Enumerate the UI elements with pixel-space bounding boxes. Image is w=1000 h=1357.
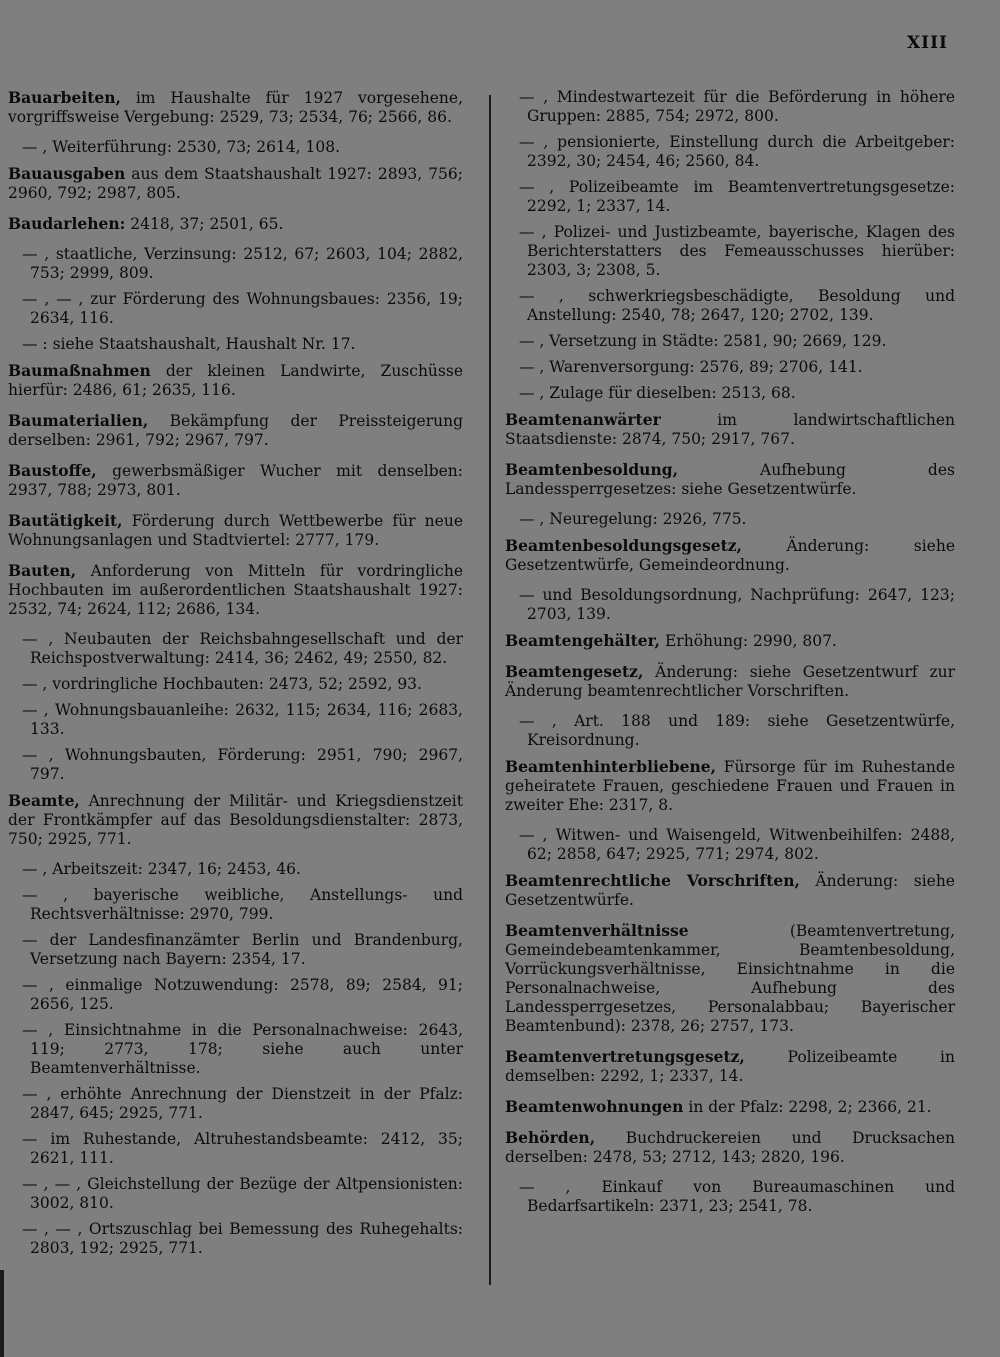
entry-text: im landwirtschaftlichen Staatsdienste: 2874, 750; 2917, 767. xyxy=(505,411,955,448)
index-entry xyxy=(8,461,463,500)
entry-heading: Baumaßnahmen xyxy=(8,361,151,380)
entry-text: Änderung: siehe Gesetzentwurf zur Änderung beamtenrechtlicher Vorschriften. xyxy=(505,663,955,700)
right-column xyxy=(505,88,955,1223)
entry-text: der kleinen Landwirte, Zuschüsse hierfür: 2486, 61; 2635, 116. xyxy=(8,362,463,399)
index-subentry: — , Einsichtnahme in die Personalnachweise: 2643, 119; 2773, 178; siehe auch unter Beamtenverhältnisse. xyxy=(22,1021,463,1077)
index-subentry: — , vordringliche Hochbauten: 2473, 52; 2592, 93. xyxy=(22,675,422,693)
entry-heading: Beamtenvertretungsgesetz, xyxy=(505,1047,745,1066)
entry-text: in der Pfalz: 2298, 2; 2366, 21. xyxy=(683,1098,932,1116)
index-subentry: — im Ruhestande, Altruhestandsbeamte: 2412, 35; 2621, 111. xyxy=(22,1130,463,1167)
index-entry xyxy=(505,662,955,701)
index-entry xyxy=(8,511,463,550)
index-entry xyxy=(505,921,955,1036)
index-entry xyxy=(505,631,955,651)
entry-heading: Beamtenbesoldungsgesetz, xyxy=(505,536,742,555)
entry-text: Buchdruckereien und Drucksachen derselben: 2478, 53; 2712, 143; 2820, 196. xyxy=(505,1129,955,1166)
index-entry xyxy=(505,1047,955,1086)
index-entry xyxy=(505,1097,955,1117)
entry-heading: Baustoffe, xyxy=(8,461,97,480)
entry-text: Anrechnung der Militär- und Kriegsdienstzeit der Frontkämpfer auf das Besoldungsdienstalter: 2873, 750; 2925, 771. xyxy=(8,792,463,848)
entry-heading: Beamte, xyxy=(8,791,80,810)
index-entry xyxy=(505,410,955,449)
entry-text: Aufhebung des Landessperrgesetzes: siehe Gesetzentwürfe. xyxy=(505,461,955,498)
index-subentry: — , einmalige Notzuwendung: 2578, 89; 2584, 91; 2656, 125. xyxy=(22,976,463,1013)
entry-text: Bekämpfung der Preissteigerung derselben: 2961, 792; 2967, 797. xyxy=(8,412,463,449)
index-subentry: — und Besoldungsordnung, Nachprüfung: 2647, 123; 2703, 139. xyxy=(519,586,955,623)
index-subentry: — , Versetzung in Städte: 2581, 90; 2669, 129. xyxy=(519,332,887,350)
entry-heading: Beamtengehälter, xyxy=(505,631,661,650)
index-entry xyxy=(505,536,955,575)
entry-heading: Bautätigkeit, xyxy=(8,511,123,530)
entry-text: Fürsorge für im Ruhestande geheiratete Frauen, geschiedene Frauen und Frauen in zweiter Ehe: 2317, 8. xyxy=(505,758,955,814)
index-entry xyxy=(8,361,463,400)
entry-text: gewerbsmäßiger Wucher mit denselben: 2937, 788; 2973, 801. xyxy=(8,462,463,499)
entry-text: im Haushalte für 1927 vorgesehene, vorgriffsweise Vergebung: 2529, 73; 2534, 76; 2566, 86. xyxy=(8,89,463,126)
entry-heading: Baudarlehen: xyxy=(8,214,126,233)
column-divider xyxy=(489,95,491,1285)
index-subentry: — , staatliche, Verzinsung: 2512, 67; 2603, 104; 2882, 753; 2999, 809. xyxy=(22,245,463,282)
index-entry xyxy=(8,561,463,619)
index-subentry: — , erhöhte Anrechnung der Dienstzeit in der Pfalz: 2847, 645; 2925, 771. xyxy=(22,1085,463,1122)
index-entry xyxy=(8,214,463,234)
index-entry xyxy=(8,88,463,127)
entry-text: (Beamtenvertretung, Gemeindebeamtenkammer, Beamtenbesoldung, Vorrückungsverhältnisse, Einsichtnahme in die Personalnachweise, Aufhebung des Landessperrgesetzes, Personalabbau; Bayerischer Beamtenbund): 2378, 26; 2757, 173. xyxy=(505,922,955,1035)
index-entry xyxy=(505,460,955,499)
index-subentry: — , Witwen- und Waisengeld, Witwenbeihilfen: 2488, 62; 2858, 647; 2925, 771; 2974, 802. xyxy=(519,826,955,863)
index-subentry: — , Neubauten der Reichsbahngesellschaft und der Reichspostverwaltung: 2414, 36; 2462, 49; 2550, 82. xyxy=(22,630,463,667)
page-number: XIII xyxy=(906,33,948,53)
index-subentry: — , schwerkriegsbeschädigte, Besoldung und Anstellung: 2540, 78; 2647, 120; 2702, 139. xyxy=(519,287,955,324)
entry-text: Anforderung von Mitteln für vordringliche Hochbauten im außerordentlichen Staatshaushalt 1927: 2532, 74; 2624, 112; 2686, 134. xyxy=(8,562,463,618)
index-entry xyxy=(8,791,463,849)
index-subentry: — , Art. 188 und 189: siehe Gesetzentwürfe, Kreisordnung. xyxy=(519,712,955,749)
entry-heading: Beamtenrechtliche Vorschriften, xyxy=(505,871,800,890)
entry-heading: Bauten, xyxy=(8,561,77,580)
index-subentry: — : siehe Staatshaushalt, Haushalt Nr. 17. xyxy=(22,335,356,353)
index-subentry: — , — , zur Förderung des Wohnungsbaues: 2356, 19; 2634, 116. xyxy=(22,290,463,327)
entry-heading: Beamtengesetz, xyxy=(505,662,644,681)
entry-text: Erhöhung: 2990, 807. xyxy=(660,632,837,650)
entry-text: Änderung: siehe Gesetzentwürfe, Gemeindeordnung. xyxy=(505,537,955,574)
left-column xyxy=(8,88,463,1265)
entry-text: aus dem Staatshaushalt 1927: 2893, 756; 2960, 792; 2987, 805. xyxy=(8,165,463,202)
index-subentry: — , Wohnungsbauten, Förderung: 2951, 790; 2967, 797. xyxy=(22,746,463,783)
index-subentry: — , Polizeibeamte im Beamtenvertretungsgesetze: 2292, 1; 2337, 14. xyxy=(519,178,955,215)
entry-heading: Beamtenbesoldung, xyxy=(505,460,678,479)
index-entry xyxy=(8,164,463,203)
entry-heading: Beamtenverhältnisse xyxy=(505,921,689,940)
entry-heading: Beamtenanwärter xyxy=(505,410,661,429)
entry-text: Förderung durch Wettbewerbe für neue Wohnungsanlagen und Stadtviertel: 2777, 179. xyxy=(8,512,463,549)
entry-text: Änderung: siehe Gesetzentwürfe. xyxy=(505,872,955,909)
index-subentry: — , Zulage für dieselben: 2513, 68. xyxy=(519,384,796,402)
index-entry xyxy=(8,411,463,450)
index-subentry: — , bayerische weibliche, Anstellungs- und Rechtsverhältnisse: 2970, 799. xyxy=(22,886,463,923)
entry-text: 2418, 37; 2501, 65. xyxy=(125,215,284,233)
index-subentry: — , — , Gleichstellung der Bezüge der Altpensionisten: 3002, 810. xyxy=(22,1175,463,1212)
index-subentry: — , Polizei- und Justizbeamte, bayerische, Klagen des Berichterstatters des Femeausschusses hierüber: 2303, 3; 2308, 5. xyxy=(519,223,955,279)
entry-heading: Baumaterialien, xyxy=(8,411,149,430)
entry-text: Polizeibeamte in demselben: 2292, 1; 2337, 14. xyxy=(505,1048,955,1085)
page-edge-mark xyxy=(0,1270,4,1357)
index-subentry: — , Weiterführung: 2530, 73; 2614, 108. xyxy=(22,138,341,156)
index-subentry: — , Warenversorgung: 2576, 89; 2706, 141. xyxy=(519,358,863,376)
index-subentry: — , Wohnungsbauanleihe: 2632, 115; 2634, 116; 2683, 133. xyxy=(22,701,463,738)
index-entry xyxy=(505,757,955,815)
index-subentry: — , Arbeitszeit: 2347, 16; 2453, 46. xyxy=(22,860,301,878)
entry-heading: Beamtenhinterbliebene, xyxy=(505,757,717,776)
entry-heading: Bauausgaben xyxy=(8,164,126,183)
index-subentry: — , pensionierte, Einstellung durch die Arbeitgeber: 2392, 30; 2454, 46; 2560, 84. xyxy=(519,133,955,170)
index-subentry: — , Mindestwartezeit für die Beförderung in höhere Gruppen: 2885, 754; 2972, 800. xyxy=(519,88,955,125)
index-entry xyxy=(505,871,955,910)
entry-heading: Bauarbeiten, xyxy=(8,88,121,107)
entry-heading: Behörden, xyxy=(505,1128,596,1147)
index-subentry: — , Einkauf von Bureaumaschinen und Bedarfsartikeln: 2371, 23; 2541, 78. xyxy=(519,1178,955,1215)
entry-heading: Beamtenwohnungen xyxy=(505,1097,684,1116)
index-subentry: — , Neuregelung: 2926, 775. xyxy=(519,510,747,528)
index-subentry: — , — , Ortszuschlag bei Bemessung des Ruhegehalts: 2803, 192; 2925, 771. xyxy=(22,1220,463,1257)
index-entry xyxy=(505,1128,955,1167)
index-subentry: — der Landesfinanzämter Berlin und Brandenburg, Versetzung nach Bayern: 2354, 17. xyxy=(22,931,463,968)
